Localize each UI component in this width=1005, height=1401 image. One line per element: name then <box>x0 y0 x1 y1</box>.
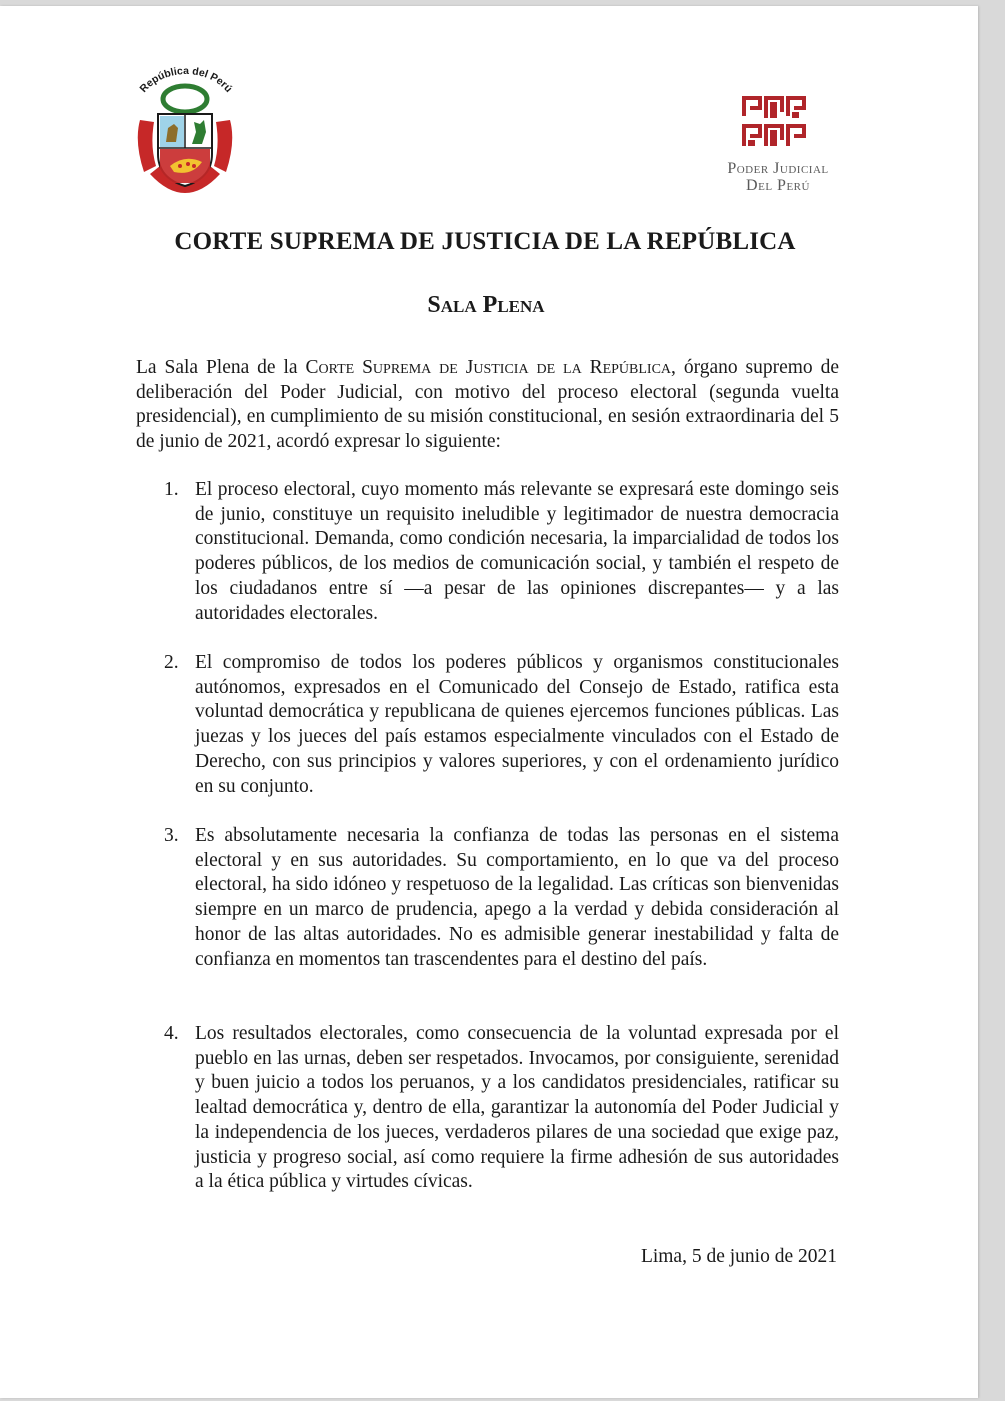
item-text: El proceso electoral, cuyo momento más relevante se expresará este domingo seis de junio, constituye un requisito ineludible y legitimador de nuestra democracia constitucional. Demanda, como condición necesaria, la imparcialidad de todos los poderes públicos, de los medios de comunicación social, y también el respeto de los ciudadanos entre sí —a pesar de las opiniones discrepantes— y a las autoridades electorales. <box>195 479 839 624</box>
document-page <box>0 6 978 1398</box>
numbered-item-2 <box>136 651 839 799</box>
coat-of-arms-icon <box>130 62 240 198</box>
numbered-item-3 <box>136 824 839 972</box>
item-text: Es absolutamente necesaria la confianza de todas las personas en el sistema electoral y en sus autoridades. Su comportamiento, en lo que va del proceso electoral, ha sido idóneo y respetuoso de la legalidad. Las críticas son bienvenidas siempre en un marco de prudencia, apego a la verdad y debida consideración al honor de las altas autoridades. No es admisible generar inestabilidad y falta de confianza en momentos tan trascendentes para el destino del país. <box>195 825 839 970</box>
numbered-item-4 <box>136 1022 839 1195</box>
item-text: El compromiso de todos los poderes públicos y organismos constitucionales autónomos, expresados en el Comunicado del Consejo de Estado, ratifica esta voluntad democrática y republicana de quienes ejercemos funciones públicas. Las juezas y los jueces del país estamos especialmente vinculados con el Estado de Derecho, con sus principios y valores superiores, y con el ordenamiento jurídico en su conjunto. <box>195 652 839 797</box>
intro-court-name: Corte Suprema de Justicia de la República <box>305 357 672 378</box>
document-subtitle: Sala Plena <box>427 292 545 318</box>
item-number: 3. <box>164 825 179 846</box>
document-title: CORTE SUPREMA DE JUSTICIA DE LA REPÚBLICA <box>174 228 796 255</box>
intro-text-1: La Sala Plena de la <box>136 357 306 378</box>
item-number: 1. <box>164 479 179 500</box>
intro-text-2: , órgano supremo de deliberación del Poder Judicial, con motivo del proceso electoral (segunda vuelta presidencial), en cumplimiento de su misión constitucional, en sesión extraordinaria del 5 de junio de 2021, acordó expresar lo siguiente: <box>136 357 839 452</box>
item-number: 4. <box>164 1023 179 1044</box>
peru-coat-of-arms-logo <box>130 62 240 198</box>
item-text: Los resultados electorales, como consecuencia de la voluntad expresada por el pueblo en las urnas, deben ser respetados. Invocamos, por consiguiente, serenidad y buen juicio a todos los peruanos, y a los candidatos presidenciales, ratificar su lealtad democrática y, dentro de ella, garantizar la autonomía del Poder Judicial y la independencia de los jueces, verdaderos pilares de una sociedad que exige paz, justicia y progreso social, así como requiere la firme adhesión de sus autoridades a la ética pública y virtudes cívicas. <box>195 1023 839 1193</box>
poder-judicial-logo <box>708 94 848 204</box>
svg-text:República del Perú <box>138 65 235 95</box>
logo-line-2: Del Perú <box>746 177 810 194</box>
coat-of-arms-lettering: República del Perú <box>137 65 235 95</box>
intro-paragraph <box>136 356 839 454</box>
poder-judicial-wordmark <box>708 160 848 194</box>
place-date: Lima, 5 de junio de 2021 <box>640 1246 837 1267</box>
item-number: 2. <box>164 652 179 673</box>
numbered-item-1 <box>136 478 839 626</box>
logo-line-1: Poder Judicial <box>727 160 829 177</box>
pj-monogram-icon <box>740 94 810 150</box>
